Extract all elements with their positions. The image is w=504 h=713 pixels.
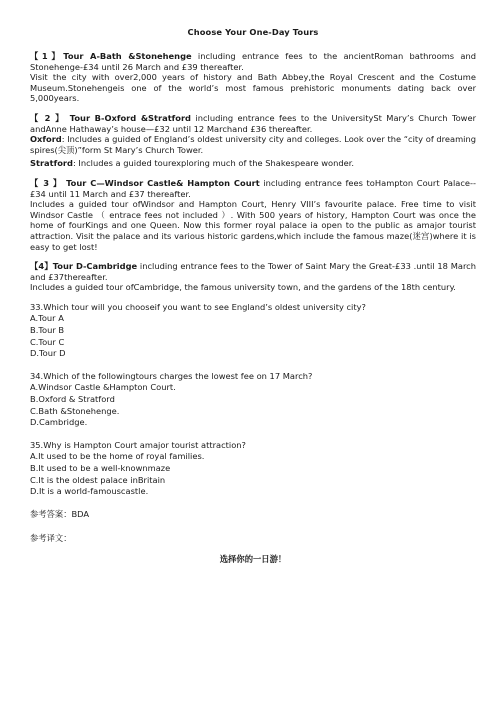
- question-33: [30, 302, 476, 360]
- tour-b-section: [30, 113, 476, 169]
- tour-c-section: [30, 178, 476, 252]
- question-stem: 34.Which of the followingtours charges the lowest fee on 17 March?: [30, 370, 313, 381]
- question-option: B.Tour B: [30, 325, 65, 336]
- question-option: C.Tour C: [30, 336, 65, 347]
- question-option: A.Windsor Castle &Hampton Court.: [30, 382, 176, 393]
- tour-a-intro: [30, 51, 476, 72]
- question-stem: 35.Why is Hampton Court amajor tourist attraction?: [30, 439, 246, 450]
- tour-a-section: [30, 51, 476, 104]
- spacer: [30, 498, 476, 509]
- tour-b-intro: [30, 113, 476, 134]
- document-title: Choose Your One-Day Tours: [187, 27, 319, 37]
- question-option: D.It is a world-famouscastle.: [30, 486, 149, 497]
- tour-d-text: including entrance fees to the Tower of Saint Mary the Great-£33 .until 18 March and £37thereafter.: [30, 261, 476, 282]
- translation-title: 选择你的一日游！: [219, 553, 287, 564]
- tour-b-heading: 【 2 】 Tour B-Oxford &Stratford: [30, 112, 191, 123]
- tour-c-heading: 【 3 】 Tour C—Windsor Castle& Hampton Court: [30, 177, 260, 188]
- stratford-label: Stratford: [30, 158, 73, 169]
- tour-d-intro: [30, 261, 476, 282]
- question-option: B.It used to be a well-knownmaze: [30, 463, 171, 473]
- question-option: D.Tour D: [30, 348, 66, 359]
- tour-c-intro: [30, 178, 476, 199]
- question-35: [30, 440, 476, 498]
- question-option: C.Bath &Stonehenge.: [30, 405, 120, 416]
- translation-label: 参考译文：: [30, 533, 72, 544]
- tour-b-text: including entrance fees to the UniversitySt Mary’s Church Tower andAnne Hathaway’s house—£32 until 12 Marchand £36 thereafter.: [30, 112, 476, 134]
- tour-b-stratford: [30, 158, 476, 169]
- oxford-text: : Includes a guided of England’s oldest university city and colleges. Look over the “city of dreaming spires(尖顶)”form St Mary’s Church Tower.: [30, 134, 476, 155]
- tour-a-description: Visit the city with over2,000 years of history and Bath Abbey,the Royal Crescent and the Costume Museum.Stonehengeis one of the world’s most famous prehistoric monuments dating back over 5,000years.: [30, 72, 476, 104]
- tour-d-heading: 【4】Tour D-Cambridge: [30, 261, 138, 272]
- tour-d-description: Includes a guided tour ofCambridge, the famous university town, and the gardens of the 18th century.: [30, 282, 456, 293]
- question-34: [30, 371, 476, 429]
- oxford-label: Oxford: [30, 134, 62, 145]
- question-option: B.Oxford & Stratford: [30, 394, 115, 405]
- tour-a-text: including entrance fees to the ancientRoman bathrooms and Stonehenge-£34 until 26 March and £39 thereafter.: [30, 51, 476, 72]
- spacer: [30, 360, 476, 371]
- answer-key: 参考答案：BDA: [30, 508, 90, 519]
- tour-d-section: [30, 261, 476, 293]
- tour-c-text: including entrance fees toHampton Court Palace--£34 until 11 March and £37 thereafter.: [30, 177, 476, 199]
- question-stem: 33.Which tour will you chooseif you want to see England’s oldest university city?: [30, 301, 366, 312]
- tour-a-heading: 【1】Tour A-Bath &Stonehenge: [30, 51, 192, 61]
- tour-b-oxford: [30, 134, 476, 155]
- document-page: [30, 27, 476, 565]
- spacer: [30, 429, 476, 440]
- question-option: A.It used to be the home of royal families.: [30, 451, 205, 462]
- tour-c-description: Includes a guided tour ofWindsor and Hampton Court, Henry VIII’s favourite palace. Free time to visit Windsor Castle （ entrace fees not included ）. With 500 years of history, Hampton Court was once the home of fourKings and one Queen. Now this former royal palace ia open to the public as amajor tourist attraction. Visit the palace and its various historic gardens,which include the famous maze(迷宫)where it is easy to get lost!: [30, 199, 476, 252]
- question-option: C.It is the oldest palace inBritain: [30, 474, 166, 485]
- stratford-text: : Includes a guided tourexploring much of the Shakespeare wonder.: [72, 158, 355, 169]
- question-option: A.Tour A: [30, 313, 64, 324]
- spacer: [30, 519, 476, 533]
- question-option: D.Cambridge.: [30, 417, 88, 428]
